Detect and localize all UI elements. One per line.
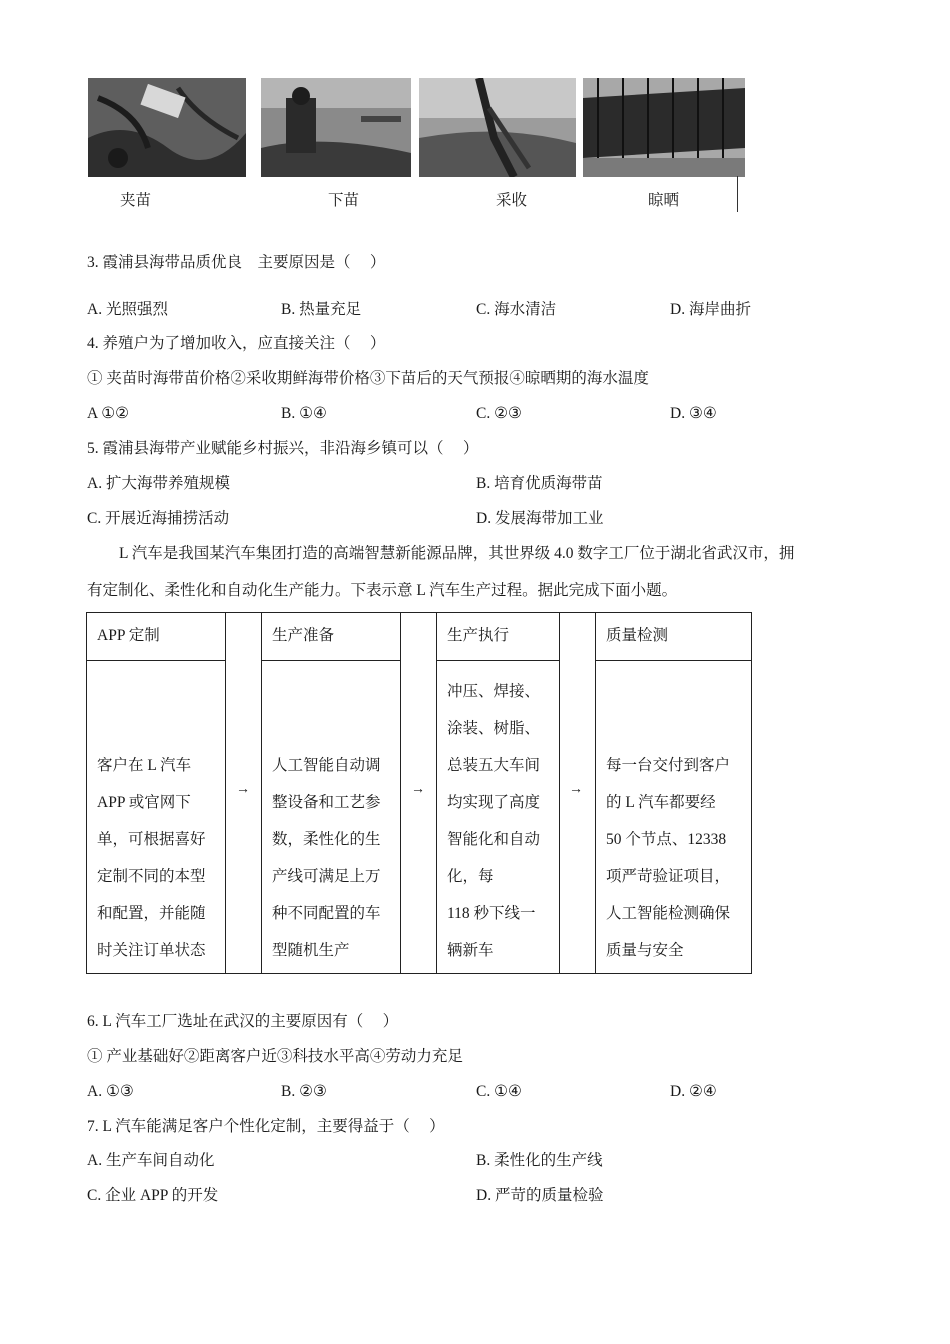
q6-option-a[interactable]: A. ①③ <box>87 1083 134 1100</box>
question-5-stem: 5. 霞浦县海带产业赋能乡村振兴，非沿海乡镇可以（ ） <box>87 440 479 457</box>
arrow-right-icon: → <box>569 782 583 797</box>
photo-jiamiao <box>88 78 246 177</box>
q6-option-d[interactable]: D. ②④ <box>670 1083 717 1100</box>
q3-option-b[interactable]: B. 热量充足 <box>281 301 362 318</box>
q7-option-c[interactable]: C. 企业 APP 的开发 <box>87 1187 219 1204</box>
arrow-right-icon: → <box>411 782 425 797</box>
q5-option-a[interactable]: A. 扩大海带养殖规模 <box>87 475 230 492</box>
stage-title-exec: 生产执行 <box>436 612 560 661</box>
q3-option-d[interactable]: D. 海岸曲折 <box>670 301 751 318</box>
divider-line <box>737 176 738 212</box>
q5-option-c[interactable]: C. 开展近海捕捞活动 <box>87 510 230 527</box>
q5-option-b[interactable]: B. 培育优质海带苗 <box>476 475 603 492</box>
question-6-items: ① 产业基础好②距离客户近③科技水平高④劳动力充足 <box>87 1048 463 1065</box>
q7-option-d[interactable]: D. 严苛的质量检验 <box>476 1187 604 1204</box>
question-4-items: ① 夹苗时海带苗价格②采收期鲜海带价格③下苗后的天气预报④晾晒期的海水温度 <box>87 370 649 387</box>
stage-text-prep: 人工智能自动调 整设备和工艺参 数，柔性化的生 产线可满足上万 种不同配置的车 型随机生产 <box>261 660 401 974</box>
stage-title-prep: 生产准备 <box>261 612 401 661</box>
question-3-stem: 3. 霞浦县海带品质优良 主要原因是（ ） <box>87 254 386 271</box>
caption-jiamiao: 夹苗 <box>120 192 152 209</box>
passage-line-1: L 汽车是我国某汽车集团打造的高端智慧新能源品牌，其世界级 4.0 数字工厂位于湖北省武汉市，拥 <box>119 545 795 562</box>
production-flow-table <box>86 612 752 974</box>
caption-xiamiao: 下苗 <box>328 192 360 209</box>
stage-title-qc: 质量检测 <box>595 612 752 661</box>
stage-text-qc: 每一台交付到客户 的 L 汽车都要经 50 个节点、12338 项严苛验证项目， 人工智能检测确保 质量与安全 <box>595 660 752 974</box>
stage-text-app: 客户在 L 汽车 APP 或官网下 单，可根据喜好 定制不同的本型 和配置，并能随 时关注订单状态 <box>86 660 226 974</box>
q6-option-c[interactable]: C. ①④ <box>476 1083 522 1100</box>
q7-option-a[interactable]: A. 生产车间自动化 <box>87 1152 215 1169</box>
q4-option-a[interactable]: A ①② <box>87 405 130 422</box>
q5-option-d[interactable]: D. 发展海带加工业 <box>476 510 604 527</box>
q4-option-c[interactable]: C. ②③ <box>476 405 522 422</box>
question-6-stem: 6. L 汽车工厂选址在武汉的主要原因有（ ） <box>87 1013 399 1030</box>
caption-liangshai: 晾晒 <box>648 192 680 209</box>
photo-liangshai <box>583 78 745 177</box>
q4-option-b[interactable]: B. ①④ <box>281 405 327 422</box>
stage-title-app: APP 定制 <box>86 612 226 661</box>
q6-option-b[interactable]: B. ②③ <box>281 1083 327 1100</box>
passage-line-2: 有定制化、柔性化和自动化生产能力。下表示意 L 汽车生产过程。据此完成下面小题。 <box>87 582 678 599</box>
stage-text-exec: 冲压、焊接、 涂装、树脂、 总装五大车间 均实现了高度 智能化和自动 化，每 118 秒下线一 辆新车 <box>436 660 560 974</box>
q3-option-a[interactable]: A. 光照强烈 <box>87 301 168 318</box>
caption-caishou: 采收 <box>496 192 528 209</box>
question-4-stem: 4. 养殖户为了增加收入，应直接关注（ ） <box>87 335 386 352</box>
arrow-right-icon: → <box>236 782 250 797</box>
question-7-stem: 7. L 汽车能满足客户个性化定制，主要得益于（ ） <box>87 1118 445 1135</box>
q7-option-b[interactable]: B. 柔性化的生产线 <box>476 1152 603 1169</box>
q4-option-d[interactable]: D. ③④ <box>670 405 717 422</box>
photo-caishou <box>419 78 576 177</box>
photo-xiamiao <box>261 78 411 177</box>
q3-option-c[interactable]: C. 海水清洁 <box>476 301 557 318</box>
